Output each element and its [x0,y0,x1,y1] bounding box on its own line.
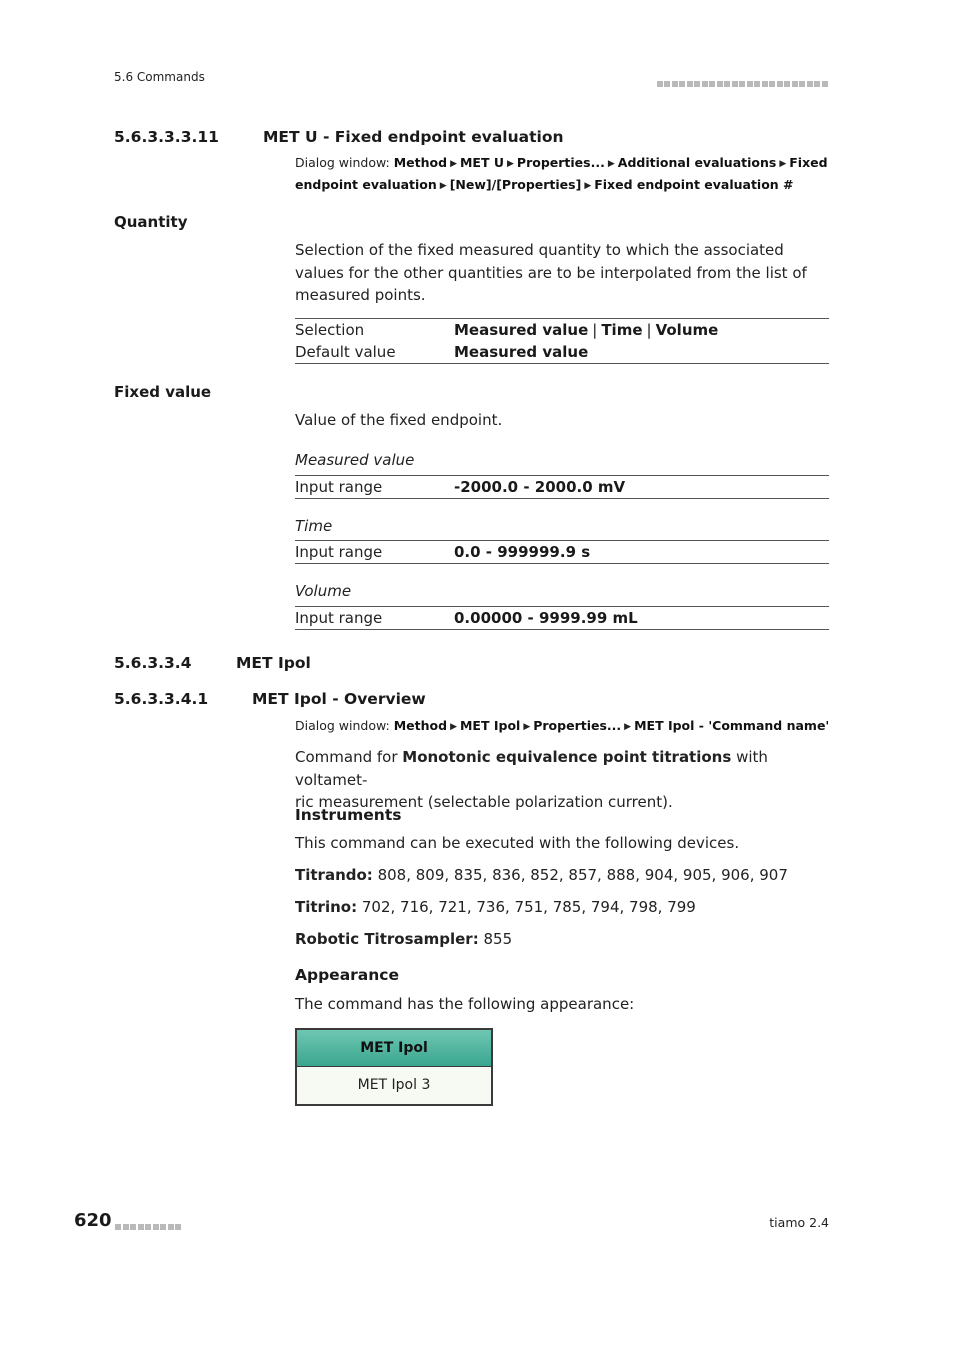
decoration-dot [724,81,730,87]
intro-paragraph: Command for Monotonic equivalence point titrations with voltamet- ric measurement (selectable polarization current). [295,748,768,811]
volume-table [295,606,829,630]
time-table [295,540,829,564]
decoration-dot [747,81,753,87]
input-range-value: 0.0 - 999999.9 s [454,543,591,561]
decoration-dot [702,81,708,87]
dialog-path: Dialog window: Method ▶ MET U ▶ Properties... ▶ Additional evaluations ▶ Fixed endpoint evaluation ▶ [New]/[Properties] ▶ Fixed endpoint evaluation # [295,155,828,192]
section-number: 5.6.3.3.4 [114,654,192,672]
section-title: MET U - Fixed endpoint evaluation [263,128,564,146]
quantity-table [295,318,829,364]
decoration-dot [160,1224,166,1230]
header-decoration-dots [657,73,830,92]
decoration-dot [732,81,738,87]
decoration-dot [153,1224,159,1230]
decoration-dot [687,81,693,87]
appearance-heading: Appearance [295,966,399,984]
decoration-dot [822,81,828,87]
selection-label: Selection [295,321,365,339]
group-time-title: Time [295,517,333,535]
group-measured-value-title: Measured value [295,451,415,469]
running-header-section: 5.6 Commands [114,70,205,84]
appearance-text: The command has the following appearance: [295,995,635,1013]
decoration-dot [138,1224,144,1230]
decoration-dot [679,81,685,87]
command-box-name: MET Ipol 3 [357,1077,431,1093]
page-number: 620 [74,1210,112,1231]
decoration-dot [814,81,820,87]
selection-row [295,319,829,341]
decoration-dot [672,81,678,87]
default-label: Default value [295,343,396,361]
section-title: MET Ipol [236,654,311,672]
instruments-text: This command can be executed with the following devices. [295,834,740,852]
command-box-title: MET Ipol [297,1030,491,1067]
input-range-label: Input range [295,609,383,627]
section-title: MET Ipol - Overview [252,690,426,708]
decoration-dot [664,81,670,87]
decoration-dot [709,81,715,87]
decoration-dot [762,81,768,87]
footer-decoration-dots [115,1216,183,1235]
default-value: Measured value [454,343,589,361]
selection-options: Measured value | Time | Volume [454,321,719,339]
decoration-dot [145,1224,151,1230]
decoration-dot [717,81,723,87]
dialog-path: Dialog window: Method ▶ MET Ipol ▶ Properties... ▶ MET Ipol - 'Command name' [295,718,830,733]
device-robotic-titrosampler: Robotic Titrosampler: 855 [295,930,513,948]
decoration-dot [754,81,760,87]
quantity-description: Selection of the fixed measured quantity to which the associated values for the other quantities are to be interpolated from the list of measured points. [295,241,807,304]
decoration-dot [769,81,775,87]
instruments-heading: Instruments [295,806,402,824]
decoration-dot [784,81,790,87]
decoration-dot [657,81,663,87]
decoration-dot [777,81,783,87]
decoration-dot [130,1224,136,1230]
input-range-value: -2000.0 - 2000.0 mV [454,478,626,496]
decoration-dot [792,81,798,87]
section-number: 5.6.3.3.4.1 [114,690,209,708]
input-range-label: Input range [295,478,383,496]
decoration-dot [739,81,745,87]
decoration-dot [168,1224,174,1230]
decoration-dot [115,1224,121,1230]
decoration-dot [694,81,700,87]
measured-value-table [295,475,829,499]
fixed-value-heading: Fixed value [114,383,212,401]
input-range-value: 0.00000 - 9999.99 mL [454,609,638,627]
decoration-dot [807,81,813,87]
section-number: 5.6.3.3.3.11 [114,128,219,146]
device-titrando: Titrando: 808, 809, 835, 836, 852, 857, 888, 904, 905, 906, 907 [295,866,788,884]
decoration-dot [175,1224,181,1230]
decoration-dot [123,1224,129,1230]
default-row [295,341,829,363]
input-range-label: Input range [295,543,383,561]
quantity-heading: Quantity [114,213,188,231]
command-appearance-box [295,1028,493,1106]
decoration-dot [799,81,805,87]
group-volume-title: Volume [295,582,352,600]
device-titrino: Titrino: 702, 716, 721, 736, 751, 785, 794, 798, 799 [295,898,696,916]
fixed-value-description: Value of the fixed endpoint. [295,411,503,429]
footer-product: tiamo 2.4 [769,1215,829,1230]
